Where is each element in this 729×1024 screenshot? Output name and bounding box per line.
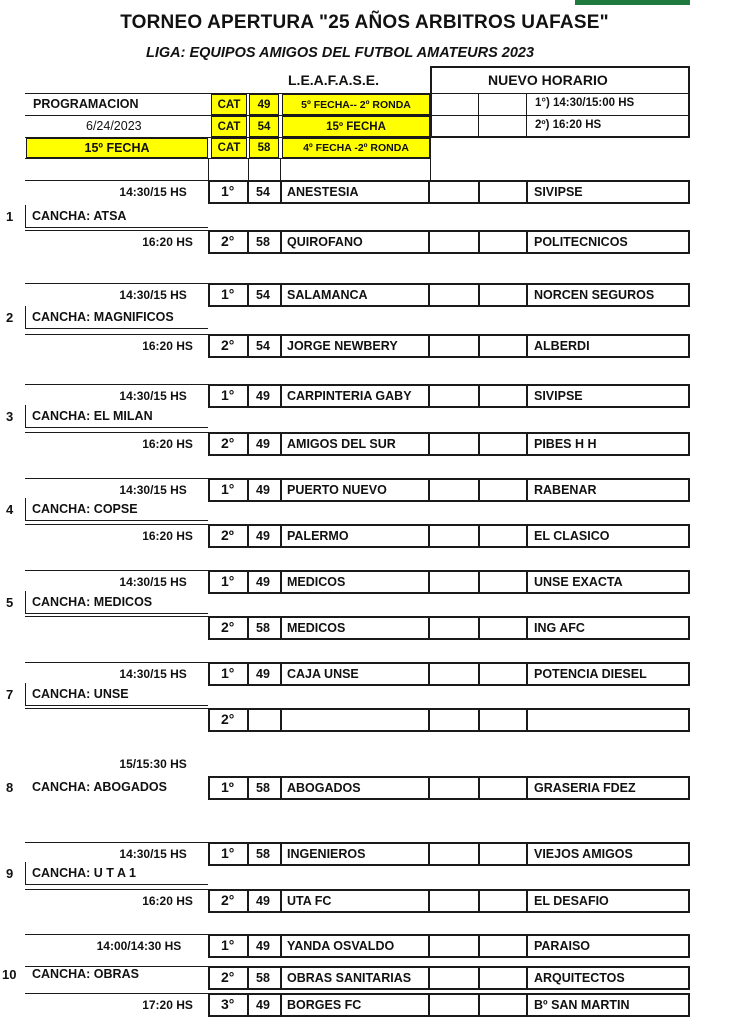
away-team: PIBES H H bbox=[534, 437, 597, 451]
cancha-left-rule bbox=[25, 306, 26, 328]
cancha-name: CANCHA: ATSA bbox=[32, 209, 127, 223]
cat-label: CAT bbox=[211, 94, 247, 115]
match-category: 58 bbox=[256, 235, 270, 249]
time-rule bbox=[25, 889, 208, 890]
time-rule bbox=[25, 934, 208, 935]
blank-cell bbox=[478, 432, 528, 456]
match-order: 2° bbox=[221, 435, 235, 451]
blank-cell bbox=[478, 180, 528, 204]
match-time: 14:30/15 HS bbox=[119, 185, 187, 199]
away-team: ING AFC bbox=[534, 621, 585, 635]
cancha-left-rule bbox=[25, 405, 26, 427]
blank-cell bbox=[478, 334, 528, 358]
away-team: ARQUITECTOS bbox=[534, 971, 625, 985]
match-time: 14:30/15 HS bbox=[119, 389, 187, 403]
match-time: 16:20 HS bbox=[142, 894, 193, 908]
cancha-name: CANCHA: COPSE bbox=[32, 502, 138, 516]
home-cell bbox=[280, 708, 430, 732]
cancha-number: 1 bbox=[6, 209, 14, 224]
cancha-left-rule bbox=[25, 591, 26, 613]
away-team: NORCEN SEGUROS bbox=[534, 288, 655, 302]
away-team: RABENAR bbox=[534, 483, 597, 497]
time-rule bbox=[25, 993, 208, 994]
match-category: 49 bbox=[256, 667, 270, 681]
cancha-number: 10 bbox=[2, 967, 17, 982]
blank-cell bbox=[428, 993, 480, 1017]
match-category: 58 bbox=[256, 781, 270, 795]
home-team: CARPINTERIA GABY bbox=[287, 389, 412, 403]
match-time: 15/15:30 HS bbox=[119, 757, 187, 771]
match-category: 49 bbox=[256, 483, 270, 497]
blank-cell bbox=[478, 966, 528, 990]
match-time: 16:20 HS bbox=[142, 529, 193, 543]
match-category: 49 bbox=[256, 437, 270, 451]
away-team: EL CLASICO bbox=[534, 529, 610, 543]
cat-label: CAT bbox=[211, 138, 247, 158]
cat-description: 5º FECHA-- 2º RONDA bbox=[282, 94, 430, 115]
date-label: 6/24/2023 bbox=[86, 119, 142, 133]
blank-cell bbox=[478, 993, 528, 1017]
match-category: 49 bbox=[256, 529, 270, 543]
blank-cell bbox=[428, 966, 480, 990]
match-category: 54 bbox=[256, 288, 270, 302]
cancha-underline bbox=[25, 705, 208, 706]
blank-cell bbox=[428, 524, 480, 548]
match-order: 1° bbox=[221, 573, 235, 589]
blank-cell bbox=[428, 889, 480, 913]
cancha-number: 4 bbox=[6, 502, 14, 517]
match-order: 1° bbox=[221, 845, 235, 861]
blank-cell bbox=[428, 776, 480, 800]
match-time: 17:20 HS bbox=[142, 998, 193, 1012]
cat-label: CAT bbox=[211, 116, 247, 137]
blank-cell bbox=[478, 889, 528, 913]
blank-cell bbox=[428, 283, 480, 307]
match-category: 49 bbox=[256, 998, 270, 1012]
blank-cell bbox=[428, 384, 480, 408]
header-divider bbox=[478, 93, 479, 137]
blank-cell bbox=[428, 616, 480, 640]
time-rule bbox=[25, 230, 208, 231]
time-rule bbox=[25, 708, 208, 709]
match-order: 1° bbox=[221, 665, 235, 681]
away-team: SIVIPSE bbox=[534, 185, 583, 199]
header-rule bbox=[25, 158, 430, 159]
cancha-number: 7 bbox=[6, 687, 14, 702]
cancha-name: CANCHA: UNSE bbox=[32, 687, 129, 701]
match-time: 14:30/15 HS bbox=[119, 575, 187, 589]
match-time: 16:20 HS bbox=[142, 339, 193, 353]
away-team: GRASERIA FDEZ bbox=[534, 781, 636, 795]
cat-number: 54 bbox=[249, 116, 279, 137]
match-category: 49 bbox=[256, 389, 270, 403]
match-category: 54 bbox=[256, 339, 270, 353]
blank-cell bbox=[478, 842, 528, 866]
blank-cell bbox=[478, 776, 528, 800]
match-order: 1º bbox=[221, 779, 234, 795]
nuevo-horario-label: NUEVO HORARIO bbox=[488, 72, 608, 88]
blank-cell bbox=[478, 283, 528, 307]
match-category: 49 bbox=[256, 894, 270, 908]
home-team: QUIROFANO bbox=[287, 235, 363, 249]
cancha-name: CANCHA: ABOGADOS bbox=[32, 780, 167, 794]
blank-cell bbox=[428, 934, 480, 958]
cancha-number: 8 bbox=[6, 780, 14, 795]
blank-cell bbox=[428, 662, 480, 686]
blank-cell bbox=[428, 708, 480, 732]
home-team: MEDICOS bbox=[287, 621, 346, 635]
cancha-left-rule bbox=[25, 498, 26, 520]
match-time: 14:00/14:30 HS bbox=[96, 939, 182, 953]
cancha-underline bbox=[25, 520, 208, 521]
cat-description: 4º FECHA -2º RONDA bbox=[282, 138, 430, 158]
home-team: ANESTESIA bbox=[287, 185, 359, 199]
home-team: CAJA UNSE bbox=[287, 667, 359, 681]
blank-cell bbox=[478, 524, 528, 548]
page-title: TORNEO APERTURA "25 AÑOS ARBITROS UAFASE" bbox=[120, 12, 609, 33]
cancha-left-rule bbox=[25, 683, 26, 705]
column-divider bbox=[208, 158, 209, 180]
home-team: PALERMO bbox=[287, 529, 349, 543]
match-time: 14:30/15 HS bbox=[119, 288, 187, 302]
cat-number: 58 bbox=[249, 138, 279, 158]
match-category: 58 bbox=[256, 847, 270, 861]
home-team: YANDA OSVALDO bbox=[287, 939, 395, 953]
cancha-underline bbox=[25, 227, 208, 228]
home-team: PUERTO NUEVO bbox=[287, 483, 387, 497]
blank-cell bbox=[478, 662, 528, 686]
cancha-number: 5 bbox=[6, 595, 14, 610]
blank-cell bbox=[478, 384, 528, 408]
cancha-left-rule bbox=[25, 205, 26, 227]
home-team: SALAMANCA bbox=[287, 288, 368, 302]
programacion-label: PROGRAMACION bbox=[33, 97, 139, 111]
away-team: EL DESAFIO bbox=[534, 894, 609, 908]
home-team: OBRAS SANITARIAS bbox=[287, 971, 412, 985]
away-team: VIEJOS AMIGOS bbox=[534, 847, 633, 861]
cancha-number: 9 bbox=[6, 866, 14, 881]
match-order: 2° bbox=[221, 969, 235, 985]
match-order: 2º bbox=[221, 527, 234, 543]
home-team: BORGES FC bbox=[287, 998, 362, 1012]
column-divider bbox=[248, 158, 249, 180]
cancha-name: CANCHA: U T A 1 bbox=[32, 866, 136, 880]
time-rule bbox=[25, 432, 208, 433]
match-order: 1° bbox=[221, 387, 235, 403]
cancha-number: 3 bbox=[6, 409, 14, 424]
cancha-name: CANCHA: EL MILAN bbox=[32, 409, 153, 423]
blank-cell bbox=[478, 570, 528, 594]
blank-cell bbox=[478, 708, 528, 732]
header-divider bbox=[526, 93, 527, 137]
match-order: 3° bbox=[221, 996, 235, 1012]
horario-2: 2º) 16:20 HS bbox=[535, 119, 602, 131]
match-order: 2° bbox=[221, 233, 235, 249]
cat-description: 15º FECHA bbox=[282, 116, 430, 137]
blank-cell bbox=[428, 230, 480, 254]
time-rule bbox=[25, 966, 208, 967]
top-accent-bar bbox=[575, 0, 690, 5]
home-team: JORGE NEWBERY bbox=[287, 339, 398, 353]
match-category: 49 bbox=[256, 575, 270, 589]
match-order: 2° bbox=[221, 892, 235, 908]
column-divider bbox=[430, 138, 431, 180]
match-time: 16:20 HS bbox=[142, 437, 193, 451]
blank-cell bbox=[428, 432, 480, 456]
page-subtitle: LIGA: EQUIPOS AMIGOS DEL FUTBOL AMATEURS 2023 bbox=[145, 45, 535, 61]
home-team: INGENIEROS bbox=[287, 847, 366, 861]
blank-cell bbox=[478, 616, 528, 640]
cancha-left-rule bbox=[25, 862, 26, 884]
cancha-underline bbox=[25, 328, 208, 329]
time-rule bbox=[25, 616, 208, 617]
cat-cell bbox=[247, 708, 282, 732]
time-rule bbox=[25, 334, 208, 335]
fecha-highlight: 15º FECHA bbox=[26, 138, 208, 158]
match-order: 1° bbox=[221, 481, 235, 497]
away-team: SIVIPSE bbox=[534, 389, 583, 403]
cancha-underline bbox=[25, 884, 208, 885]
time-rule bbox=[25, 524, 208, 525]
home-team: AMIGOS DEL SUR bbox=[287, 437, 396, 451]
cancha-number: 2 bbox=[6, 310, 14, 325]
match-order: 2° bbox=[221, 619, 235, 635]
match-order: 2° bbox=[221, 711, 235, 727]
away-team: POLITECNICOS bbox=[534, 235, 628, 249]
blank-cell bbox=[428, 334, 480, 358]
away-team: Bº SAN MARTIN bbox=[534, 998, 630, 1012]
blank-cell bbox=[428, 570, 480, 594]
cancha-underline bbox=[25, 427, 208, 428]
away-team: UNSE EXACTA bbox=[534, 575, 623, 589]
cancha-name: CANCHA: MEDICOS bbox=[32, 595, 153, 609]
match-category: 58 bbox=[256, 621, 270, 635]
home-team: ABOGADOS bbox=[287, 781, 361, 795]
time-rule bbox=[25, 662, 208, 663]
match-time: 14:30/15 HS bbox=[119, 667, 187, 681]
match-order: 1° bbox=[221, 183, 235, 199]
away-team: ALBERDI bbox=[534, 339, 590, 353]
blank-cell bbox=[478, 230, 528, 254]
home-team: MEDICOS bbox=[287, 575, 346, 589]
cat-number: 49 bbox=[249, 94, 279, 115]
time-rule bbox=[25, 384, 208, 385]
cancha-name: CANCHA: MAGNIFICOS bbox=[32, 310, 174, 324]
cancha-name: CANCHA: OBRAS bbox=[32, 967, 139, 981]
match-order: 1° bbox=[221, 286, 235, 302]
match-order: 2° bbox=[221, 337, 235, 353]
column-divider bbox=[280, 158, 281, 180]
match-category: 54 bbox=[256, 185, 270, 199]
time-rule bbox=[25, 570, 208, 571]
match-time: 14:30/15 HS bbox=[119, 847, 187, 861]
match-order: 1° bbox=[221, 937, 235, 953]
match-category: 49 bbox=[256, 939, 270, 953]
blank-cell bbox=[478, 934, 528, 958]
away-cell bbox=[526, 708, 690, 732]
time-rule bbox=[25, 478, 208, 479]
time-rule bbox=[25, 842, 208, 843]
blank-cell bbox=[428, 180, 480, 204]
time-rule bbox=[25, 180, 208, 181]
blank-cell bbox=[478, 478, 528, 502]
time-rule bbox=[25, 283, 208, 284]
blank-cell bbox=[428, 842, 480, 866]
cancha-underline bbox=[25, 613, 208, 614]
away-team: PARAISO bbox=[534, 939, 591, 953]
horario-1: 1°) 14:30/15:00 HS bbox=[535, 97, 635, 109]
league-label: L.E.A.F.A.S.E. bbox=[288, 72, 380, 88]
match-time: 16:20 HS bbox=[142, 235, 193, 249]
home-team: UTA FC bbox=[287, 894, 332, 908]
match-time: 14:30/15 HS bbox=[119, 483, 187, 497]
blank-cell bbox=[428, 478, 480, 502]
away-team: POTENCIA DIESEL bbox=[534, 667, 647, 681]
match-category: 58 bbox=[256, 971, 270, 985]
